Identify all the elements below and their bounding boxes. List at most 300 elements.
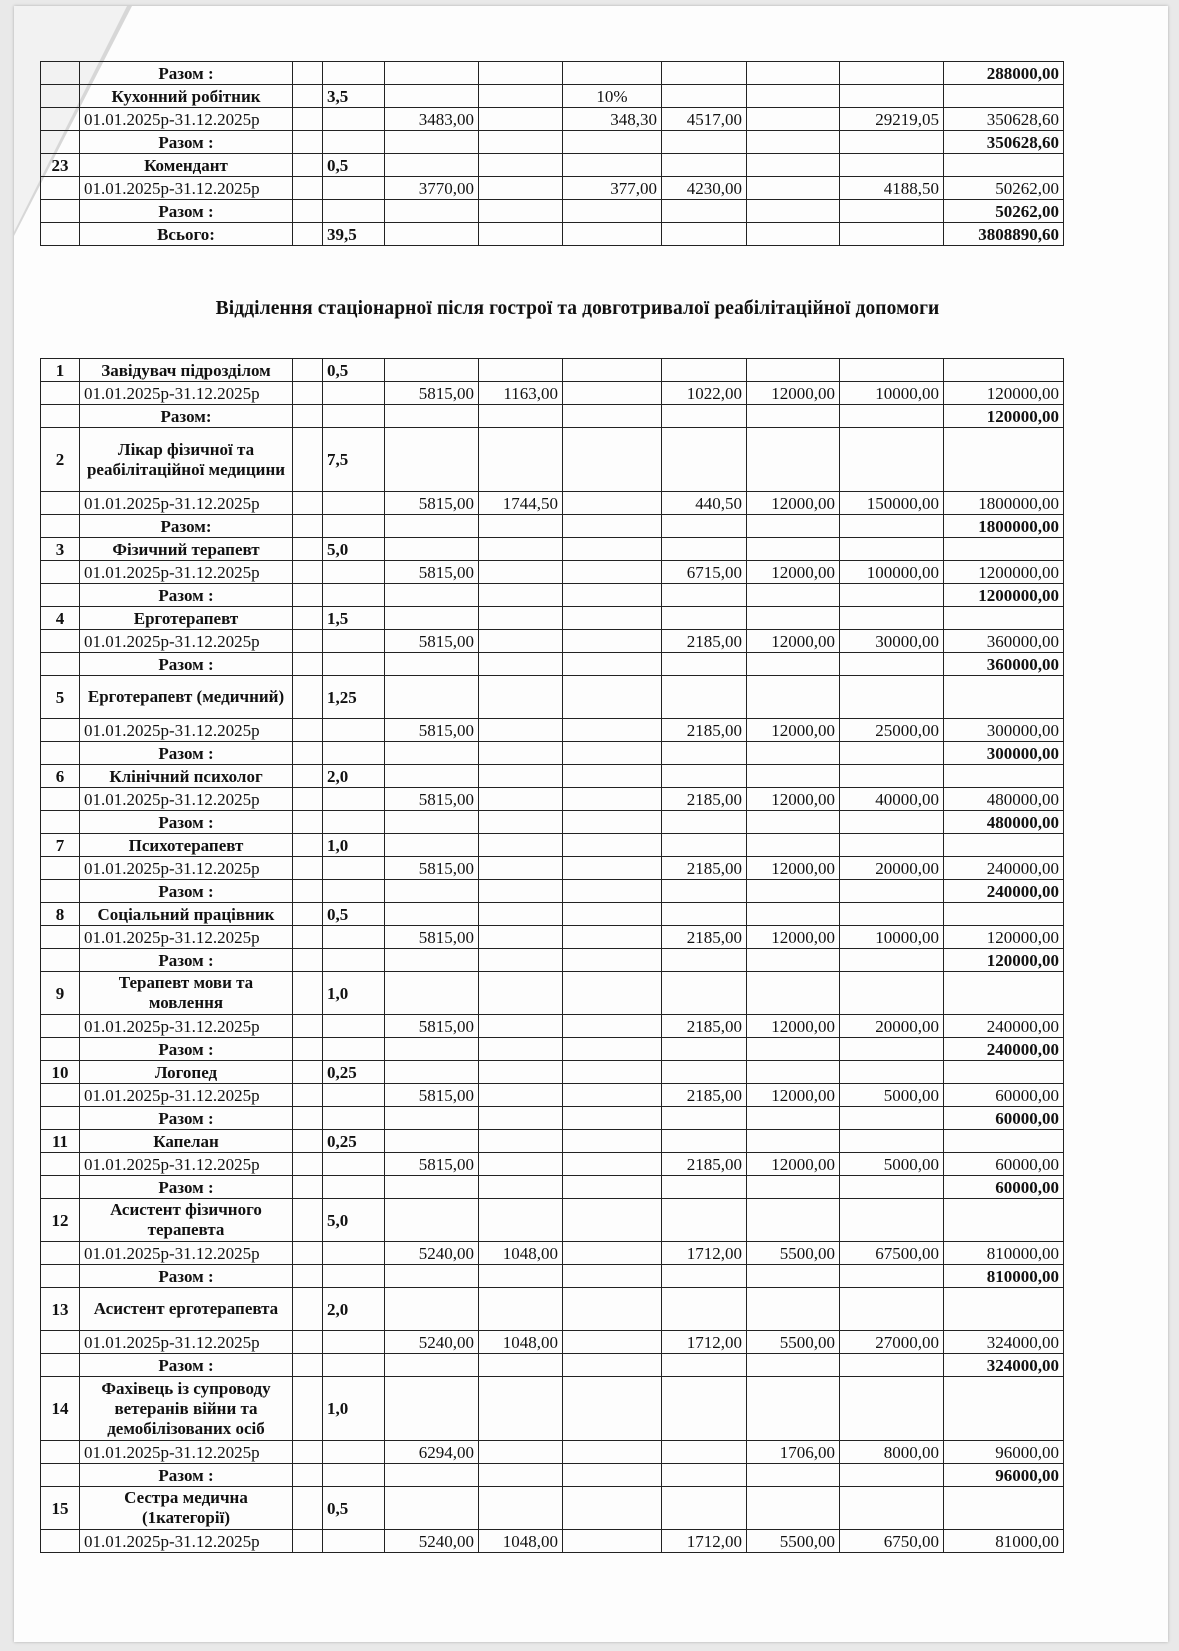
year-total-cell: 1800000,00	[944, 515, 1064, 538]
month-total-cell	[840, 223, 944, 246]
bonus-cell: 1048,00	[479, 1331, 563, 1354]
bonus-cell	[479, 1265, 563, 1288]
rate-cell	[323, 1153, 385, 1176]
month-total-cell: 100000,00	[840, 561, 944, 584]
spacer-cell	[293, 1265, 323, 1288]
table-row	[41, 903, 1064, 926]
supplement-cell	[662, 1464, 747, 1487]
month-total-cell: 5000,00	[840, 1084, 944, 1107]
salary-cell	[385, 200, 479, 223]
month-total-cell	[840, 811, 944, 834]
salary-cell: 5815,00	[385, 492, 479, 515]
spacer-cell	[293, 492, 323, 515]
table-row	[41, 1130, 1064, 1153]
year-total-cell: 360000,00	[944, 630, 1064, 653]
supplement-cell	[662, 949, 747, 972]
spacer-cell	[293, 1441, 323, 1464]
rate-cell: 1,25	[323, 676, 385, 719]
allowance-cell	[563, 1015, 662, 1038]
monthly-cell: 12000,00	[747, 857, 840, 880]
monthly-cell	[747, 359, 840, 382]
salary-cell	[385, 1464, 479, 1487]
bonus-cell	[479, 1354, 563, 1377]
bonus-cell	[479, 1377, 563, 1441]
monthly-cell	[747, 62, 840, 85]
year-total-cell: 60000,00	[944, 1107, 1064, 1130]
salary-cell: 5815,00	[385, 630, 479, 653]
bonus-cell	[479, 200, 563, 223]
row-title-cell: 01.01.2025р-31.12.2025р	[80, 788, 293, 811]
table-row	[41, 607, 1064, 630]
rate-cell	[323, 926, 385, 949]
allowance-cell: 348,30	[563, 108, 662, 131]
salary-cell	[385, 1487, 479, 1530]
year-total-cell	[944, 1288, 1064, 1331]
monthly-cell	[747, 584, 840, 607]
supplement-cell	[662, 1288, 747, 1331]
bonus-cell	[479, 742, 563, 765]
supplement-cell	[662, 515, 747, 538]
spacer-cell	[293, 607, 323, 630]
spacer-cell	[293, 1130, 323, 1153]
supplement-cell	[662, 405, 747, 428]
month-total-cell: 4188,50	[840, 177, 944, 200]
spacer-cell	[293, 1377, 323, 1441]
supplement-cell	[662, 903, 747, 926]
supplement-cell	[662, 131, 747, 154]
rate-cell	[323, 1084, 385, 1107]
rate-cell	[323, 742, 385, 765]
table-row	[41, 108, 1064, 131]
supplement-cell: 4230,00	[662, 177, 747, 200]
table-row	[41, 1153, 1064, 1176]
rate-cell	[323, 1354, 385, 1377]
monthly-cell	[747, 200, 840, 223]
rate-cell: 39,5	[323, 223, 385, 246]
salary-cell: 5815,00	[385, 926, 479, 949]
row-title-cell: Фізичний терапевт	[80, 538, 293, 561]
spacer-cell	[293, 1061, 323, 1084]
year-total-cell: 360000,00	[944, 653, 1064, 676]
row-title-cell: Разом :	[80, 742, 293, 765]
salary-cell	[385, 428, 479, 492]
supplement-cell	[662, 154, 747, 177]
row-number-cell	[41, 223, 80, 246]
bonus-cell	[479, 177, 563, 200]
month-total-cell: 150000,00	[840, 492, 944, 515]
salary-cell	[385, 834, 479, 857]
supplement-cell: 1712,00	[662, 1331, 747, 1354]
month-total-cell: 10000,00	[840, 382, 944, 405]
bonus-cell: 1048,00	[479, 1530, 563, 1553]
supplement-cell	[662, 1441, 747, 1464]
table-row	[41, 200, 1064, 223]
row-title-cell: 01.01.2025р-31.12.2025р	[80, 382, 293, 405]
supplement-cell	[662, 223, 747, 246]
bonus-cell	[479, 584, 563, 607]
row-number-cell: 14	[41, 1377, 80, 1441]
bonus-cell	[479, 85, 563, 108]
rate-cell	[323, 1176, 385, 1199]
monthly-cell	[747, 1354, 840, 1377]
month-total-cell	[840, 1464, 944, 1487]
month-total-cell	[840, 834, 944, 857]
year-total-cell	[944, 428, 1064, 492]
rate-cell: 0,25	[323, 1061, 385, 1084]
monthly-cell	[747, 428, 840, 492]
allowance-cell	[563, 1441, 662, 1464]
rate-cell	[323, 653, 385, 676]
supplement-cell	[662, 880, 747, 903]
row-number-cell	[41, 1242, 80, 1265]
year-total-cell	[944, 1199, 1064, 1242]
year-total-cell	[944, 765, 1064, 788]
table-row	[41, 811, 1064, 834]
monthly-cell	[747, 676, 840, 719]
rate-cell	[323, 1015, 385, 1038]
month-total-cell	[840, 653, 944, 676]
spacer-cell	[293, 1153, 323, 1176]
allowance-cell	[563, 584, 662, 607]
monthly-cell	[747, 1061, 840, 1084]
bonus-cell	[479, 788, 563, 811]
salary-cell	[385, 653, 479, 676]
table-row	[41, 515, 1064, 538]
spacer-cell	[293, 926, 323, 949]
monthly-cell	[747, 1176, 840, 1199]
supplement-cell	[662, 765, 747, 788]
salary-cell: 5815,00	[385, 1084, 479, 1107]
allowance-cell	[563, 653, 662, 676]
row-title-cell: Асистент фізичного терапевта	[80, 1199, 293, 1242]
row-number-cell	[41, 1176, 80, 1199]
supplement-cell	[662, 1265, 747, 1288]
spacer-cell	[293, 834, 323, 857]
salary-cell: 5240,00	[385, 1242, 479, 1265]
rate-cell	[323, 131, 385, 154]
month-total-cell	[840, 1354, 944, 1377]
spacer-cell	[293, 1084, 323, 1107]
spacer-cell	[293, 857, 323, 880]
spacer-cell	[293, 903, 323, 926]
table-row	[41, 131, 1064, 154]
monthly-cell	[747, 742, 840, 765]
allowance-cell	[563, 1464, 662, 1487]
supplement-cell	[662, 607, 747, 630]
spacer-cell	[293, 880, 323, 903]
allowance-cell	[563, 742, 662, 765]
bonus-cell	[479, 630, 563, 653]
row-number-cell	[41, 382, 80, 405]
row-title-cell: Кухонний робітник	[80, 85, 293, 108]
month-total-cell	[840, 538, 944, 561]
table-row	[41, 154, 1064, 177]
table-row	[41, 1441, 1064, 1464]
row-number-cell	[41, 857, 80, 880]
supplement-cell	[662, 1377, 747, 1441]
table-row	[41, 1288, 1064, 1331]
supplement-cell	[662, 834, 747, 857]
monthly-cell	[747, 949, 840, 972]
rate-cell: 0,25	[323, 1130, 385, 1153]
monthly-cell	[747, 1038, 840, 1061]
row-number-cell	[41, 719, 80, 742]
bonus-cell	[479, 857, 563, 880]
allowance-cell	[563, 538, 662, 561]
month-total-cell	[840, 742, 944, 765]
year-total-cell: 240000,00	[944, 1015, 1064, 1038]
allowance-cell	[563, 1242, 662, 1265]
table-row	[41, 1487, 1064, 1530]
row-number-cell: 8	[41, 903, 80, 926]
row-number-cell	[41, 131, 80, 154]
table-row	[41, 880, 1064, 903]
supplement-cell	[662, 1061, 747, 1084]
bonus-cell	[479, 972, 563, 1015]
supplement-cell	[662, 676, 747, 719]
rate-cell: 1,5	[323, 607, 385, 630]
monthly-cell	[747, 1377, 840, 1441]
allowance-cell	[563, 1199, 662, 1242]
month-total-cell	[840, 359, 944, 382]
row-number-cell	[41, 1464, 80, 1487]
supplement-cell	[662, 653, 747, 676]
supplement-cell	[662, 742, 747, 765]
allowance-cell	[563, 561, 662, 584]
allowance-cell	[563, 834, 662, 857]
row-number-cell	[41, 788, 80, 811]
row-number-cell	[41, 584, 80, 607]
year-total-cell: 81000,00	[944, 1530, 1064, 1553]
year-total-cell: 810000,00	[944, 1242, 1064, 1265]
month-total-cell	[840, 1288, 944, 1331]
supplement-cell: 2185,00	[662, 630, 747, 653]
supplement-cell: 2185,00	[662, 788, 747, 811]
bonus-cell	[479, 154, 563, 177]
monthly-cell	[747, 131, 840, 154]
spacer-cell	[293, 1354, 323, 1377]
rate-cell	[323, 382, 385, 405]
supplement-cell	[662, 428, 747, 492]
spacer-cell	[293, 765, 323, 788]
bonus-cell: 1048,00	[479, 1242, 563, 1265]
row-number-cell	[41, 62, 80, 85]
spacer-cell	[293, 584, 323, 607]
row-title-cell: 01.01.2025р-31.12.2025р	[80, 926, 293, 949]
row-title-cell: 01.01.2025р-31.12.2025р	[80, 719, 293, 742]
year-total-cell: 120000,00	[944, 405, 1064, 428]
table-row	[41, 1176, 1064, 1199]
allowance-cell	[563, 607, 662, 630]
allowance-cell	[563, 1265, 662, 1288]
year-total-cell	[944, 538, 1064, 561]
monthly-cell: 12000,00	[747, 1153, 840, 1176]
year-total-cell: 120000,00	[944, 949, 1064, 972]
row-title-cell: Соціальний працівник	[80, 903, 293, 926]
spacer-cell	[293, 515, 323, 538]
allowance-cell	[563, 1377, 662, 1441]
month-total-cell	[840, 903, 944, 926]
salary-cell: 5815,00	[385, 1153, 479, 1176]
month-total-cell	[840, 1061, 944, 1084]
row-number-cell	[41, 742, 80, 765]
spacer-cell	[293, 223, 323, 246]
monthly-cell	[747, 880, 840, 903]
rate-cell	[323, 515, 385, 538]
row-number-cell	[41, 926, 80, 949]
rate-cell: 5,0	[323, 538, 385, 561]
rate-cell	[323, 811, 385, 834]
allowance-cell	[563, 1153, 662, 1176]
row-title-cell: 01.01.2025р-31.12.2025р	[80, 1242, 293, 1265]
month-total-cell	[840, 131, 944, 154]
table-row	[41, 1331, 1064, 1354]
monthly-cell	[747, 811, 840, 834]
table-row	[41, 1265, 1064, 1288]
salary-cell: 6294,00	[385, 1441, 479, 1464]
supplement-cell: 6715,00	[662, 561, 747, 584]
spacer-cell	[293, 538, 323, 561]
year-total-cell: 96000,00	[944, 1464, 1064, 1487]
allowance-cell	[563, 630, 662, 653]
salary-cell: 5815,00	[385, 788, 479, 811]
year-total-cell: 810000,00	[944, 1265, 1064, 1288]
table-row	[41, 1107, 1064, 1130]
monthly-cell	[747, 85, 840, 108]
spacer-cell	[293, 1038, 323, 1061]
allowance-cell	[563, 1354, 662, 1377]
salary-cell	[385, 538, 479, 561]
spacer-cell	[293, 1199, 323, 1242]
spacer-cell	[293, 719, 323, 742]
supplement-cell	[662, 1176, 747, 1199]
month-total-cell	[840, 1176, 944, 1199]
monthly-cell: 12000,00	[747, 382, 840, 405]
salary-cell	[385, 676, 479, 719]
spacer-cell	[293, 405, 323, 428]
monthly-cell	[747, 405, 840, 428]
rate-cell: 3,5	[323, 85, 385, 108]
monthly-cell: 12000,00	[747, 719, 840, 742]
month-total-cell: 30000,00	[840, 630, 944, 653]
rate-cell: 1,0	[323, 1377, 385, 1441]
spacer-cell	[293, 200, 323, 223]
bonus-cell	[479, 1199, 563, 1242]
monthly-cell	[747, 177, 840, 200]
row-number-cell: 7	[41, 834, 80, 857]
row-title-cell: Разом :	[80, 811, 293, 834]
allowance-cell	[563, 903, 662, 926]
month-total-cell: 67500,00	[840, 1242, 944, 1265]
year-total-cell	[944, 676, 1064, 719]
allowance-cell	[563, 382, 662, 405]
bonus-cell	[479, 653, 563, 676]
row-title-cell: Комендант	[80, 154, 293, 177]
row-title-cell: 01.01.2025р-31.12.2025р	[80, 1331, 293, 1354]
row-title-cell: Фахівець із супроводу ветеранів війни та демобілізованих осіб	[80, 1377, 293, 1441]
month-total-cell	[840, 200, 944, 223]
salary-cell	[385, 1288, 479, 1331]
spacer-cell	[293, 561, 323, 584]
row-title-cell: 01.01.2025р-31.12.2025р	[80, 1153, 293, 1176]
year-total-cell: 240000,00	[944, 1038, 1064, 1061]
table-row	[41, 1061, 1064, 1084]
table-row	[41, 492, 1064, 515]
year-total-cell: 50262,00	[944, 177, 1064, 200]
allowance-cell	[563, 1107, 662, 1130]
monthly-cell	[747, 903, 840, 926]
row-title-cell: 01.01.2025р-31.12.2025р	[80, 1441, 293, 1464]
row-title-cell: Асистент ерготерапевта	[80, 1288, 293, 1331]
year-total-cell: 120000,00	[944, 926, 1064, 949]
rate-cell	[323, 62, 385, 85]
salary-cell: 5815,00	[385, 719, 479, 742]
monthly-cell	[747, 765, 840, 788]
row-number-cell	[41, 1107, 80, 1130]
salary-cell	[385, 223, 479, 246]
rate-cell	[323, 857, 385, 880]
year-total-cell: 324000,00	[944, 1354, 1064, 1377]
row-number-cell: 9	[41, 972, 80, 1015]
month-total-cell	[840, 154, 944, 177]
monthly-cell	[747, 223, 840, 246]
rate-cell	[323, 492, 385, 515]
month-total-cell	[840, 405, 944, 428]
salary-cell: 3770,00	[385, 177, 479, 200]
bonus-cell	[479, 1441, 563, 1464]
month-total-cell: 5000,00	[840, 1153, 944, 1176]
year-total-cell	[944, 607, 1064, 630]
supplement-cell: 2185,00	[662, 1084, 747, 1107]
allowance-cell	[563, 154, 662, 177]
month-total-cell: 10000,00	[840, 926, 944, 949]
supplement-cell	[662, 811, 747, 834]
spacer-cell	[293, 1242, 323, 1265]
row-number-cell	[41, 1331, 80, 1354]
row-number-cell	[41, 561, 80, 584]
rate-cell	[323, 1265, 385, 1288]
year-total-cell: 60000,00	[944, 1153, 1064, 1176]
spacer-cell	[293, 62, 323, 85]
spacer-cell	[293, 742, 323, 765]
bonus-cell	[479, 359, 563, 382]
year-total-cell	[944, 972, 1064, 1015]
row-number-cell: 10	[41, 1061, 80, 1084]
salary-cell	[385, 1130, 479, 1153]
bonus-cell	[479, 538, 563, 561]
row-title-cell: Завідувач підрозділом	[80, 359, 293, 382]
monthly-cell	[747, 1288, 840, 1331]
row-title-cell: Разом :	[80, 584, 293, 607]
monthly-cell	[747, 154, 840, 177]
supplement-cell	[662, 359, 747, 382]
salary-cell	[385, 1107, 479, 1130]
row-title-cell: 01.01.2025р-31.12.2025р	[80, 1084, 293, 1107]
spacer-cell	[293, 131, 323, 154]
monthly-cell	[747, 1199, 840, 1242]
rate-cell: 1,0	[323, 972, 385, 1015]
rate-cell	[323, 1331, 385, 1354]
row-number-cell: 12	[41, 1199, 80, 1242]
year-total-cell: 120000,00	[944, 382, 1064, 405]
salary-cell	[385, 1176, 479, 1199]
year-total-cell: 96000,00	[944, 1441, 1064, 1464]
supplement-cell	[662, 1107, 747, 1130]
row-title-cell: Разом :	[80, 131, 293, 154]
rate-cell: 2,0	[323, 1288, 385, 1331]
year-total-cell: 350628,60	[944, 108, 1064, 131]
row-title-cell: Всього:	[80, 223, 293, 246]
